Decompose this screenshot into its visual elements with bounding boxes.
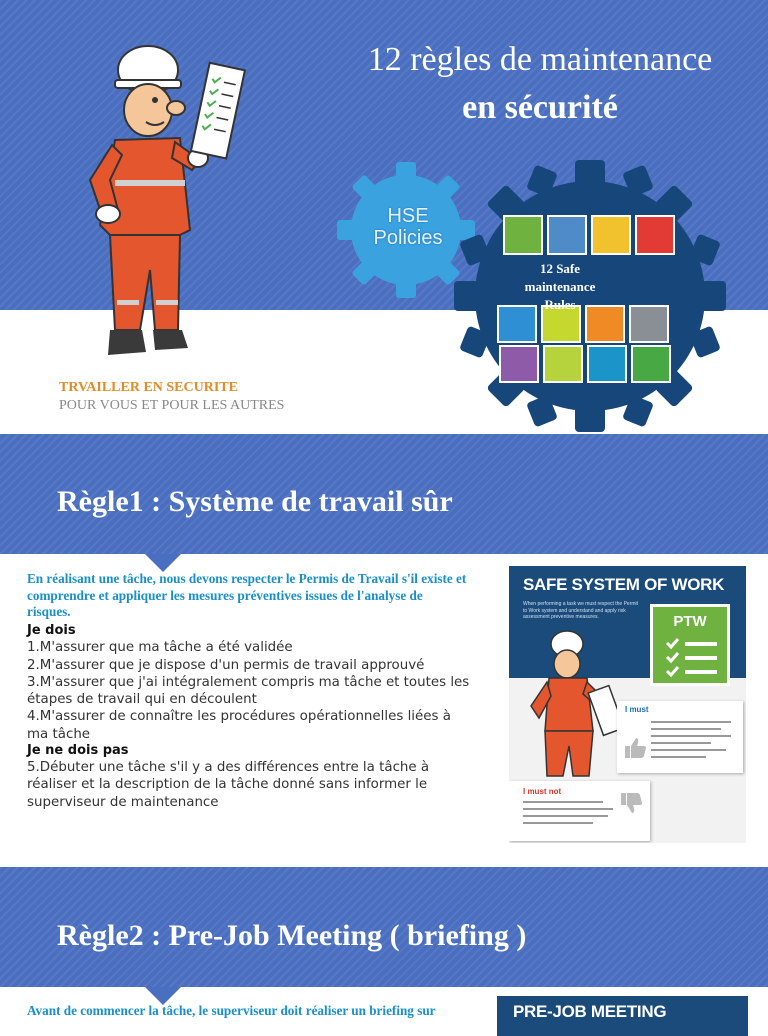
checklist-icon <box>665 637 721 681</box>
tagline-secondary: POUR VOUS ET POUR LES AUTRES <box>59 398 285 413</box>
rule1-list <box>27 623 472 811</box>
thumbs-down-icon <box>619 791 643 815</box>
gear-big-label: 12 Safe maintenance Rules <box>524 261 596 313</box>
mustnot-heading: Je ne dois pas <box>27 742 129 758</box>
must-heading: Je dois <box>27 623 76 638</box>
thumbs-up-icon <box>623 736 647 760</box>
mustnot-item: 5.Débuter une tâche s'il y a des différences entre la tâche à réaliser et la description de la tâche donné sans informer le superviseur de maintenance <box>27 760 430 810</box>
rule2-intro: Avant de commencer la tâche, le superviseur doit réaliser un briefing sur <box>27 1003 436 1018</box>
rule2-band <box>0 867 768 987</box>
ptw-badge <box>650 604 730 686</box>
pre-job-poster <box>497 996 748 1036</box>
poster-subtitle: When performing a task we must respect the Permit to Work system and understand and apply risk assessment preventive measures. <box>523 601 639 620</box>
rule1-notch <box>145 554 181 572</box>
safe-system-poster <box>509 566 746 843</box>
worker-small-illustration <box>517 626 627 781</box>
page-title-line1: 12 règles de maintenance <box>367 41 713 78</box>
poster-mustnot-label: I must not <box>523 787 562 796</box>
worker-illustration <box>60 30 250 375</box>
rule2-title: Règle2 : Pre-Job Meeting ( briefing ) <box>57 919 527 952</box>
poster-must-label: I must <box>625 705 649 714</box>
must-item: 4.M'assurer de connaître les procédures opérationnelles liées à ma tâche <box>27 709 451 742</box>
gear-small-label: HSE Policies <box>373 205 443 249</box>
rule1-intro: En réalisant une tâche, nous devons respecter le Permis de Travail s'il existe et comprendre et appliquer les mesures préventives issues de l'analyse de risques. <box>27 571 467 619</box>
tagline-primary: TRVAILLER EN SECURITE <box>59 380 238 395</box>
poster-mustnot-box <box>509 781 650 841</box>
must-item: 3.M'assurer que j'ai intégralement compris ma tâche et toutes les étapes de travail qui en découlent <box>27 674 470 708</box>
pre-job-poster-title: PRE-JOB MEETING <box>513 1002 667 1021</box>
rule1-band <box>0 434 768 554</box>
page-title-line2: en sécurité <box>462 89 618 126</box>
poster-must-box <box>617 701 743 773</box>
must-item: 2.M'assurer que je dispose d'un permis de travail approuvé <box>27 657 425 673</box>
rule1-title: Règle1 : Système de travail sûr <box>57 485 453 518</box>
poster-title: SAFE SYSTEM OF WORK <box>523 575 725 594</box>
ptw-label: PTW <box>673 613 707 630</box>
must-item: 1.M'assurer que ma tâche a été validée <box>27 640 293 656</box>
